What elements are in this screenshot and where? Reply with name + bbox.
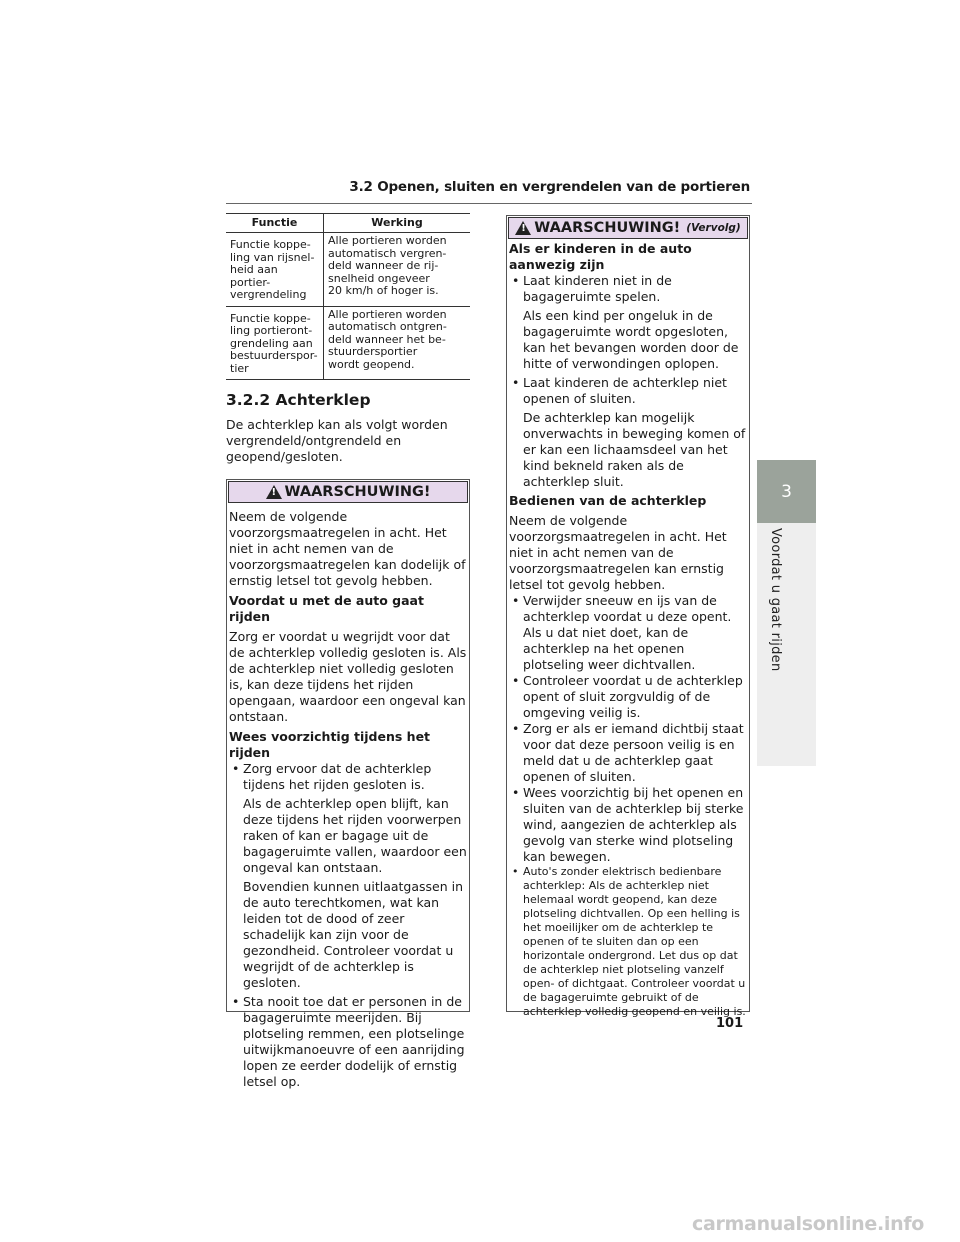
warning-box-continued: [506, 215, 750, 1018]
warning-subheading: Voordat u met de auto gaat rijden: [229, 593, 424, 624]
page-header: [226, 176, 752, 204]
list-item: • Laat kinderen de achterklep niet openen of sluiten.: [509, 375, 747, 407]
warning-paragraph: Zorg er voordat u wegrijdt voor dat de achterklep volledig gesloten is. Als de achterklep niet volledig gesloten is, kan deze tijdens het rijden opengaan, waardoor een ongeval kan ontstaan.: [229, 629, 467, 724]
list-item: • Controleer voordat u de achterklep opent of sluit zorgvuldig of de omgeving veilig is.: [509, 673, 747, 721]
list-item-detail: De achterklep kan mogelijk onverwachts in beweging komen of er kan een lichaamsdeel van het kind bekneld raken als de achterklep sluit.: [523, 410, 746, 489]
table-header: [226, 213, 470, 233]
warning-subheading: Wees voorzichtig tijdens het rijden: [229, 729, 431, 760]
list-item-detail: Bovendien kunnen uitlaatgassen in de auto terechtkomen, wat kan leiden tot de dood of zeer schadelijk kan zijn voor de gezondheid. Controleer voordat u wegrijdt of de achterklep is gesloten.: [243, 879, 464, 990]
chapter-number: 3: [781, 481, 792, 502]
warning-box: [226, 479, 470, 1089]
chapter-tab-strip: [757, 523, 816, 766]
section-title: 3.2.2 Achterklep: [226, 391, 371, 409]
warning-intro: Neem de volgende voorzorgsmaatregelen in acht. Het niet in acht nemen van de voorzorgsmaatregelen kan ernstig letsel tot gevolg hebben.: [509, 513, 727, 592]
warning-header: [508, 217, 748, 239]
list-item: • Sta nooit toe dat er personen in de bagageruimte meerijden. Bij plotseling remmen, een plotselinge uitwijkmanoeuvre of een aanrijding lopen ze eerder dodelijk of ernstig letsel op.: [229, 994, 467, 1090]
table-cell-functie: Functie koppe- ling portieront- grendeling aan bestuurderspor- tier: [230, 311, 318, 375]
list-item: • Laat kinderen niet in de bagageruimte spelen.: [509, 273, 747, 305]
table-row: [226, 233, 470, 307]
chapter-tab: [757, 460, 816, 523]
warning-title: WAARSCHUWING!: [284, 484, 431, 500]
warning-intro: Neem de volgende voorzorgsmaatregelen in acht. Het niet in acht nemen van de voorzorgsmaatregelen kan dodelijk of ernstig letsel tot gevolg hebben.: [229, 509, 466, 588]
list-item: • Zorg er als er iemand dichtbij staat voor dat deze persoon veilig is en meld dat u de achterklep gaat openen of sluiten.: [509, 721, 747, 785]
list-item-detail: Als een kind per ongeluk in de bagageruimte wordt opgesloten, kan het bevangen worden door de hitte of verwondingen oplopen.: [523, 308, 739, 371]
warning-subheading: Als er kinderen in de auto aanwezig zijn: [509, 241, 692, 272]
warning-icon: [266, 485, 282, 499]
table-row: [226, 307, 470, 381]
section-heading: 3.2 Openen, sluiten en vergrendelen van de portieren: [349, 179, 750, 195]
column-header-werking: Werking: [323, 214, 470, 232]
list-item: • Auto's zonder elektrisch bedienbare achterklep: Als de achterklep niet helemaal wordt geopend, kan deze plotseling dichtvallen. Op een helling is het moeilijker om de achterklep te openen of te sluiten dan op een horizontale ondergrond. Let dus op dat de achterklep niet plotseling vanzelf open- of dichtgaat. Controleer voordat u de bagageruimte gebruikt of de achterklep volledig geopend en veilig is.: [509, 865, 747, 1019]
warning-title: WAARSCHUWING!: [534, 220, 681, 236]
warning-continued-label: (Vervolg): [686, 222, 741, 234]
column-header-functie: Functie: [251, 215, 298, 229]
list-item: • Zorg ervoor dat de achterklep tijdens het rijden gesloten is.: [229, 761, 467, 793]
list-item: • Verwijder sneeuw en ijs van de achterklep voordat u deze opent. Als u dat niet doet, kan de achterklep na het openen plotseling weer dichtvallen.: [509, 593, 747, 673]
warning-subheading: Bedienen van de achterklep: [509, 493, 707, 508]
table-cell-werking: Alle portieren worden automatisch ontgren- deld wanneer het be- stuurdersportier wordt geopend.: [323, 307, 470, 380]
watermark: carmanualsonline.info: [692, 1213, 925, 1235]
function-table: [226, 213, 470, 380]
section-intro: De achterklep kan als volgt worden vergrendeld/ontgrendeld en geopend/gesloten.: [226, 417, 448, 464]
warning-header: [228, 481, 468, 503]
page-number: 101: [716, 1016, 744, 1031]
list-item-detail: Als de achterklep open blijft, kan deze tijdens het rijden voorwerpen raken of kan er bagage uit de bagageruimte vallen, waardoor een ongeval kan ontstaan.: [243, 796, 467, 875]
list-item: • Wees voorzichtig bij het openen en sluiten van de achterklep bij sterke wind, aangezien de achterklep als gevolg van sterke wind plotseling kan bewegen.: [509, 785, 747, 865]
table-cell-functie: Functie koppe- ling van rijsnel- heid aan portier- vergrendeling: [230, 238, 315, 301]
chapter-label: Voordat u gaat rijden: [768, 528, 783, 672]
warning-icon: [515, 221, 531, 235]
table-cell-werking: Alle portieren worden automatisch vergren- deld wanneer de rij- snelheid ongeveer 20 km/h of hoger is.: [323, 233, 470, 306]
